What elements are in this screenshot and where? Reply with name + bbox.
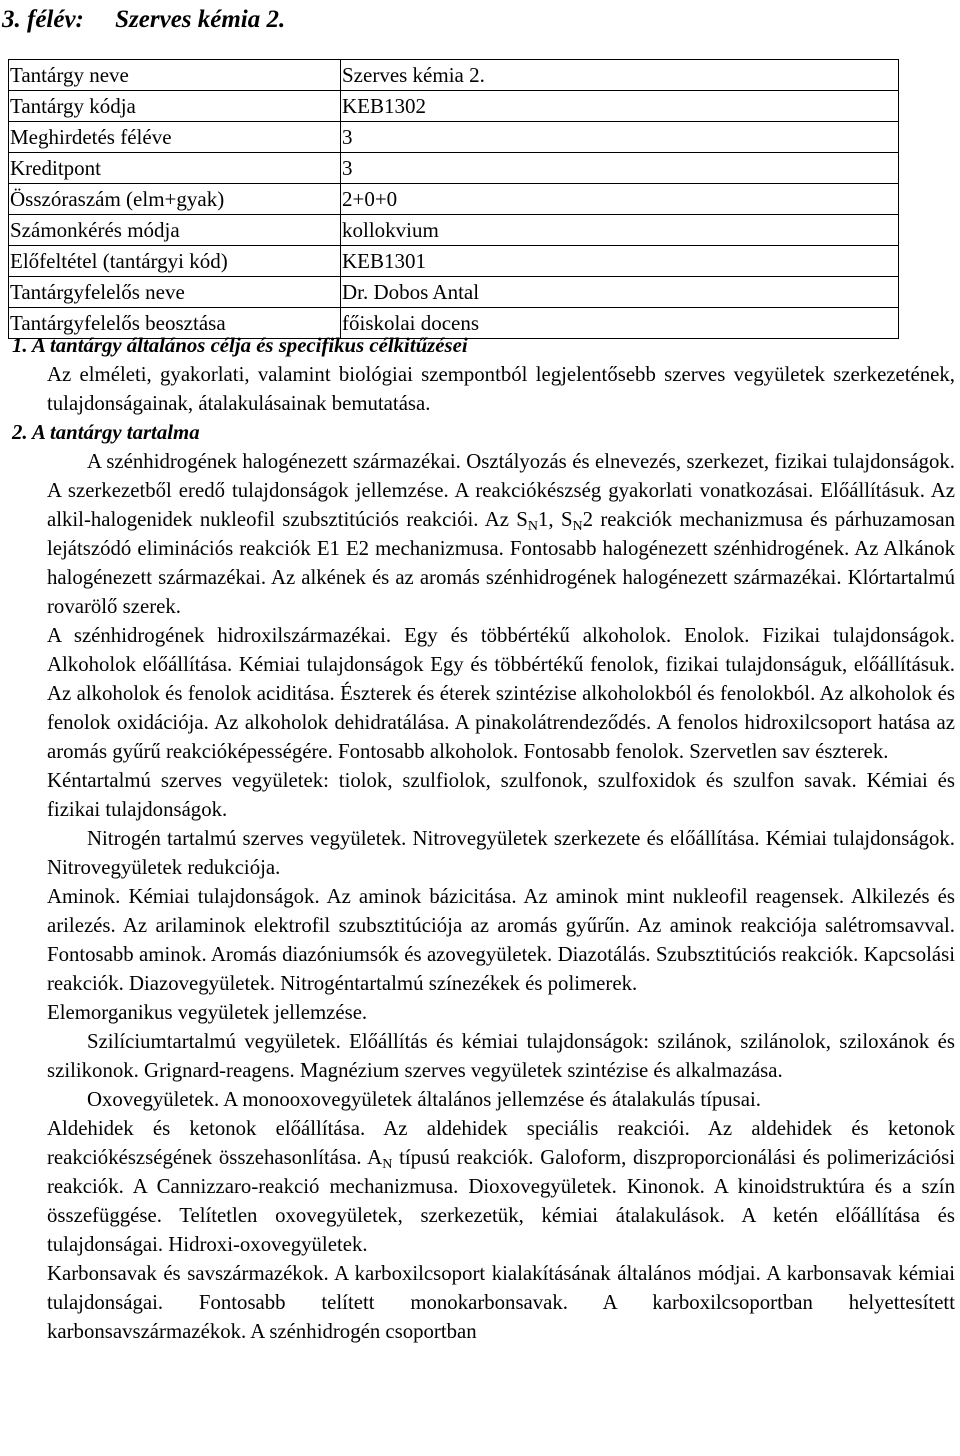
info-label: Tantárgy neve (9, 60, 341, 91)
course-info-table (8, 59, 899, 339)
info-row (9, 153, 899, 184)
info-label: Előfeltétel (tantárgyi kód) (9, 246, 341, 277)
info-value: 3 (341, 153, 899, 184)
info-row (9, 122, 899, 153)
info-label: Számonkérés módja (9, 215, 341, 246)
content-paragraph-nitrogen: Nitrogén tartalmú szerves vegyületek. Nitrovegyületek szerkezete és előállítása. Kémiai tulajdonságok. Nitrovegyületek redukciója. (47, 827, 955, 879)
info-row (9, 246, 899, 277)
info-label: Tantárgyfelelős beosztása (9, 308, 341, 339)
info-value: KEB1301 (341, 246, 899, 277)
content-paragraph-carboxylic: Karbonsavak és savszármazékok. A karboxilcsoport kialakításának általános módjai. A karbonsavak kémiai tulajdonságai. Fontosabb telített monokarbonsavak. A karboxilcsoportban helyettesített karbonsavszármazékok. A szénhidrogén csoportban (47, 1262, 955, 1343)
info-row (9, 277, 899, 308)
section-2-heading: 2. A tantárgy tartalma (12, 421, 200, 444)
info-value: Dr. Dobos Antal (341, 277, 899, 308)
info-value: kollokvium (341, 215, 899, 246)
info-row (9, 60, 899, 91)
info-label: Tantárgyfelelős neve (9, 277, 341, 308)
section-1-heading: 1. A tantárgy általános célja és specifikus célkitűzései (12, 334, 468, 357)
info-value: 2+0+0 (341, 184, 899, 215)
info-row (9, 91, 899, 122)
content-paragraph-amines: Aminok. Kémiai tulajdonságok. Az aminok bázicitása. Az aminok mint nukleofil reagensek. Alkilezés és arilezés. Az arilaminok elektrofil szubsztitúciója az aromás gyűrűn. Az aminok reakciója salétromsavval. Fontosabb aminok. Aromás diazóniumsók és azovegyületek. Diazotálás. Szubsztitúciós reakciók. Kapcsolási reakciók. Diazovegyületek. Nitrogéntartalmú színezékek és polimerek. (47, 885, 955, 995)
page-heading: 3. félév: Szerves kémia 2. (2, 6, 286, 33)
info-value: KEB1302 (341, 91, 899, 122)
content-paragraph-aldehydes: Aldehidek és ketonok előállítása. Az aldehidek speciális reakciói. Az aldehidek és ketonok reakciókészségének összehasonlítása. $A_N$ típusú reakciók. Galoform, diszproporcionálási és polimerizációsi reakciók. A Cannizzaro-reakció mechanizmusa. Dioxovegyületek. Kinonok. A kinoidstruktúra és a szín összefüggése. Telítetlen oxovegyületek, szerkezetük, kémiai átalakulások. A ketén előállítása és tulajdonságai. Hidroxi-oxovegyületek. (47, 1117, 955, 1256)
content-paragraph-silicon: Szilíciumtartalmú vegyületek. Előállítás és kémiai tulajdonságok: szilánok, szilánolok, sziloxánok és szilikonok. Grignard-reagens. Magnézium szerves vegyületek szintézise és alkalmazása. (47, 1030, 955, 1082)
content-paragraph-hydroxyl: A szénhidrogének hidroxilszármazékai. Egy és többértékű alkoholok. Enolok. Fizikai tulajdonságok. Alkoholok előállítása. Kémiai tulajdonságok Egy és többértékű fenolok, fizikai tulajdonságuk, előállításuk. Az alkoholok és fenolok aciditása. Észterek és éterek szintézise alkoholokból és fenolokból. Az alkoholok és fenolok oxidációja. Az alkoholok dehidratálása. A pinakolátrendeződés. A fenolos hidroxilcsoport hatása az aromás gyűrű reakcióképességére. Fontosabb alkoholok. Fontosabb fenolok. Szervetlen sav észterek. (47, 624, 955, 763)
content-paragraph-organoelement: Elemorganikus vegyületek jellemzése. (47, 1001, 368, 1024)
info-label: Tantárgy kódja (9, 91, 341, 122)
content-paragraph-oxo: Oxovegyületek. A monooxovegyületek általános jellemzése és átalakulás típusai. (87, 1088, 761, 1111)
info-label: Kreditpont (9, 153, 341, 184)
info-label: Meghirdetés féléve (9, 122, 341, 153)
section-1-text: Az elméleti, gyakorlati, valamint biológiai szempontból legjelentősebb szerves vegyületek szerkezetének, tulajdonságainak, átalakulásainak bemutatása. (47, 363, 955, 415)
content-paragraph-halogen: A szénhidrogének halogénezett származékai. Osztályozás és elnevezés, szerkezet, fizikai tulajdonságok. A szerkezetből eredő tulajdonságok jellemzése. A reakciókészség gyakorlati vonatkozásai. Előállításuk. Az alkil-halogenidek nukleofil szubsztitúciós reakciói. Az $S_N1$, $S_N2$ reakciók mechanizmusa és párhuzamosan lejátszódó eliminációs reakciók E1 E2 mechanizmusa. Fontosabb halogénezett szénhidrogének. Az Alkánok halogénezett származékai. Az alkének és az aromás szénhidrogének halogénezett származékai. Klórtartalmú rovarölő szerek. (47, 450, 956, 618)
info-value: Szerves kémia 2. (341, 60, 899, 91)
info-value: főiskolai docens (341, 308, 899, 339)
info-row (9, 184, 899, 215)
info-value: 3 (341, 122, 899, 153)
info-row (9, 215, 899, 246)
course-content (12, 331, 955, 1346)
content-paragraph-sulfur: Kéntartalmú szerves vegyületek: tiolok, szulfiolok, szulfonok, szulfoxidok és szulfon savak. Kémiai és fizikai tulajdonságok. (47, 769, 955, 821)
info-label: Összóraszám (elm+gyak) (9, 184, 341, 215)
